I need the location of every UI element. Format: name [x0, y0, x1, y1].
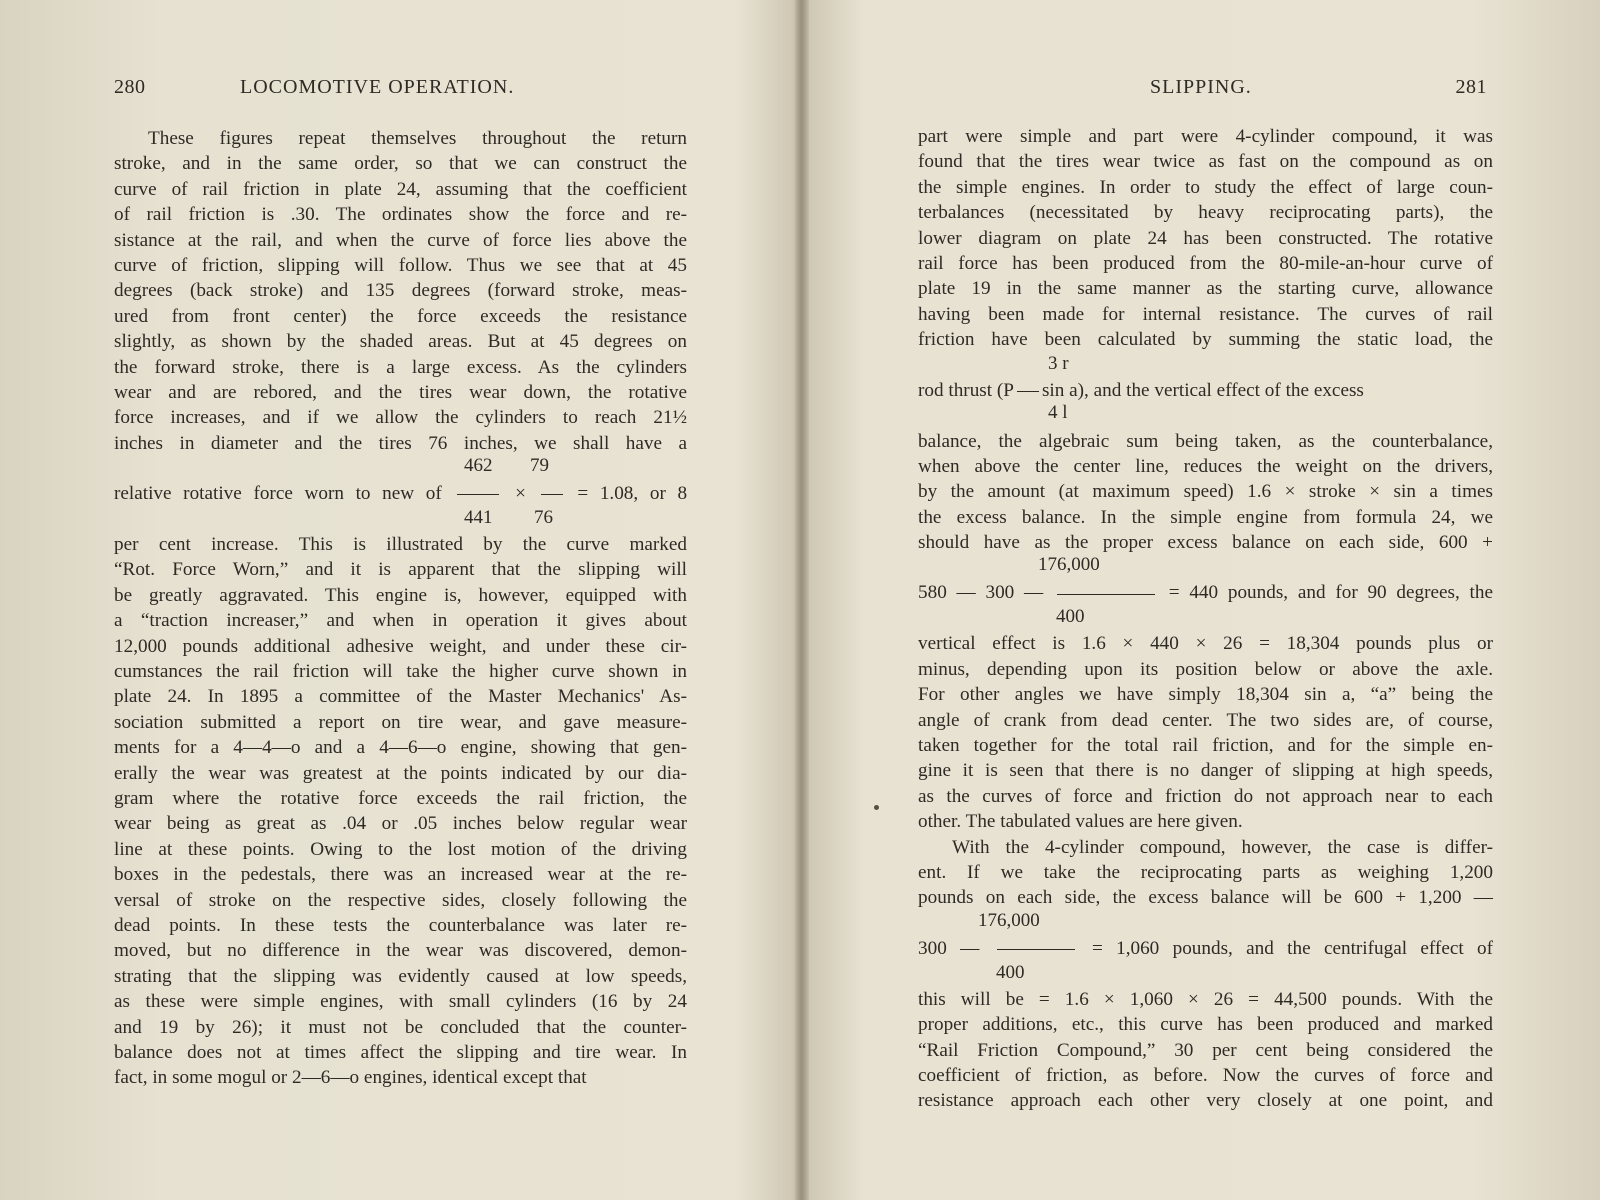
text-line: friction have been calculated by summing the static load, the: [918, 329, 1493, 351]
fraction-bar: [997, 949, 1075, 950]
text-line: sociation submitted a report on tire wear, and gave measure-: [114, 711, 687, 733]
paragraph-block: [114, 532, 687, 1091]
formula-compound-balance: [918, 911, 1493, 987]
formula-prefix: 300 —: [918, 937, 980, 959]
text-line: terbalances (necessitated by heavy reciprocating parts), the: [918, 202, 1493, 224]
text-line: should have as the proper excess balance on each side, 600 +: [918, 532, 1493, 554]
text-line: 12,000 pounds additional adhesive weight, and under these cir-: [114, 635, 687, 657]
times-sign: ×: [515, 483, 526, 505]
text-line: the excess balance. In the simple engine from formula 24, we: [918, 506, 1493, 528]
text-line: part were simple and part were 4-cylinder compound, it was: [918, 126, 1493, 147]
text-line: ent. If we take the reciprocating parts as weighing 1,200: [918, 861, 1493, 883]
text-line: cumstances the rail friction will take the higher curve shown in: [114, 661, 687, 683]
text-line: and 19 by 26); it must not be concluded that the counter-: [114, 1016, 687, 1038]
formula-denominator-b: 76: [534, 507, 553, 529]
fraction-bar: [541, 494, 563, 495]
text-line: of rail friction is .30. The ordinates show the force and re-: [114, 204, 687, 226]
text-line: be greatly aggravated. This engine is, however, equipped with: [114, 584, 687, 606]
formula-denominator: 400: [1056, 606, 1085, 628]
text-line: wear being as great as .04 or .05 inches below regular wear: [114, 813, 687, 835]
text-line: per cent increase. This is illustrated by the curve marked: [114, 534, 687, 556]
running-title: SLIPPING.: [1150, 76, 1252, 98]
equals-sign: =: [577, 483, 589, 505]
text-line: moved, but no difference in the wear was discovered, demon-: [114, 940, 687, 962]
formula-ratio: [114, 456, 687, 532]
text-line: minus, depending upon its position below or above the axle.: [918, 658, 1493, 680]
text-line: With the 4-cylinder compound, however, the case is differ-: [952, 836, 1493, 858]
text-line: ured from front center) the force exceeds the resistance: [114, 305, 687, 327]
text-line: the simple engines. In order to study the effect of large coun-: [918, 176, 1493, 198]
text-line: resistance approach each other very closely at one point, and: [918, 1090, 1493, 1112]
right-page: [918, 0, 1493, 1200]
paragraph-block: [918, 631, 1493, 834]
left-page: [114, 0, 687, 1200]
text-line: balance, the algebraic sum being taken, as the counterbalance,: [918, 430, 1493, 452]
text-line: having been made for internal resistance. The curves of rail: [918, 303, 1493, 325]
text-line: plate 19 in the same manner as the starting curve, allowance: [918, 278, 1493, 300]
text-line: other. The tabulated values are here given.: [918, 811, 1243, 833]
formula-numerator-a: 462: [464, 455, 493, 477]
paragraph-block: [918, 429, 1493, 556]
formula-prefix: relative rotative force worn to new of: [114, 483, 442, 505]
paragraph-block: [918, 835, 1493, 911]
paragraph-block: [918, 124, 1493, 353]
formula-row: [918, 936, 1493, 962]
text-line: balance does not at times affect the slipping and tire wear. In: [114, 1041, 687, 1063]
text-line: coefficient of friction, as before. Now the curves of force and: [918, 1064, 1493, 1086]
text-line: as these were simple engines, with small cylinders (16 by 24: [114, 991, 687, 1013]
text-line: as the curves of force and friction do not approach near to each: [918, 785, 1493, 807]
text-line: inches in diameter and the tires 76 inches, we shall have a: [114, 432, 687, 454]
text-line: stroke, and in the same order, so that we can construct the: [114, 153, 687, 175]
book-gutter: [795, 0, 809, 1200]
text-line: gine it is seen that there is no danger of slipping at high speeds,: [918, 760, 1493, 782]
text-line: slightly, as shown by the shaded areas. But at 45 degrees on: [114, 331, 687, 353]
text-line: These figures repeat themselves throughout the return: [148, 128, 687, 149]
text-line: erally the wear was greatest at the points indicated by our dia-: [114, 762, 687, 784]
right-page-body: [918, 124, 1493, 1114]
formula-bottom: 4 l: [1048, 401, 1068, 423]
fraction-bar: [1017, 391, 1039, 392]
text-line: lower diagram on plate 24 has been constructed. The rotative: [918, 227, 1493, 249]
formula-suffix: sin a), and the vertical effect of the excess: [1041, 379, 1364, 401]
formula-suffix: = 1,060 pounds, and the centrifugal effect of: [1091, 937, 1493, 959]
formula-row: [918, 378, 1493, 404]
left-page-header: [114, 76, 687, 106]
text-line: sistance at the rail, and when the curve of force lies above the: [114, 229, 687, 251]
text-line: angle of crank from dead center. The two sides are, of course,: [918, 709, 1493, 731]
formula-denominator: 400: [996, 961, 1025, 983]
text-line: dead points. In these tests the counterbalance was later re-: [114, 914, 687, 936]
left-page-body: [114, 126, 687, 1091]
text-line: proper additions, etc., this curve has been produced and marked: [918, 1014, 1493, 1036]
formula-suffix: = 440 pounds, and for 90 degrees, the: [1168, 582, 1494, 604]
formula-row: [114, 481, 687, 507]
text-line: “Rail Friction Compound,” 30 per cent being considered the: [918, 1039, 1493, 1061]
formula-row: [918, 580, 1493, 606]
text-line: this will be = 1.6 × 1,060 × 26 = 44,500 pounds. With the: [918, 988, 1493, 1010]
formula-top: 3 r: [1048, 352, 1069, 374]
text-line: strating that the slipping was evidently caused at low speeds,: [114, 965, 687, 987]
formula-excess-balance: [918, 555, 1493, 631]
text-line: degrees (back stroke) and 135 degrees (forward stroke, meas-: [114, 280, 687, 302]
right-page-header: [918, 76, 1493, 106]
formula-numerator: 176,000: [978, 909, 1040, 931]
text-line: boxes in the pedestals, there was an increased wear at the re-: [114, 864, 687, 886]
text-line: pounds on each side, the excess balance will be 600 + 1,200 —: [918, 887, 1493, 909]
text-line: the forward stroke, there is a large excess. As the cylinders: [114, 356, 687, 378]
formula-rod-thrust: [918, 353, 1493, 429]
text-line: gram where the rotative force exceeds the rail friction, the: [114, 787, 687, 809]
paragraph-block: [114, 126, 687, 456]
formula-numerator: 176,000: [1038, 554, 1100, 576]
formula-denominator-a: 441: [464, 507, 493, 529]
text-line: wear and are rebored, and the tires wear down, the rotative: [114, 381, 687, 403]
paragraph-block: [918, 987, 1493, 1114]
text-line: curve of friction, slipping will follow. Thus we see that at 45: [114, 254, 687, 276]
formula-numerator-b: 79: [530, 455, 549, 477]
page-number: 280: [114, 76, 146, 98]
text-line: For other angles we have simply 18,304 sin a, “a” being the: [918, 684, 1493, 706]
text-line: vertical effect is 1.6 × 440 × 26 = 18,304 pounds plus or: [918, 633, 1493, 655]
text-line: versal of stroke on the respective sides, closely following the: [114, 889, 687, 911]
running-title: LOCOMOTIVE OPERATION.: [240, 76, 515, 98]
page-speck: [874, 805, 879, 810]
text-line: force increases, and if we allow the cylinders to reach 21½: [114, 407, 687, 429]
text-line: a “traction increaser,” and when in operation it gives about: [114, 610, 687, 632]
text-line: when above the center line, reduces the weight on the drivers,: [918, 455, 1493, 477]
formula-result: 1.08, or 8: [599, 483, 688, 505]
page-number: 281: [1455, 76, 1487, 98]
text-line: curve of rail friction in plate 24, assuming that the coefficient: [114, 178, 687, 200]
text-line: plate 24. In 1895 a committee of the Master Mechanics' As-: [114, 686, 687, 708]
text-line: by the amount (at maximum speed) 1.6 × stroke × sin a times: [918, 481, 1493, 503]
formula-prefix: 580 — 300 —: [918, 582, 1044, 604]
text-line: fact, in some mogul or 2—6—o engines, identical except that: [114, 1067, 587, 1089]
text-line: line at these points. Owing to the lost motion of the driving: [114, 838, 687, 860]
text-line: rail force has been produced from the 80-mile-an-hour curve of: [918, 252, 1493, 274]
fraction-bar: [1057, 594, 1155, 595]
formula-prefix: rod thrust (P: [918, 379, 1014, 401]
fraction-bar: [457, 494, 499, 495]
text-line: taken together for the total rail friction, and for the simple en-: [918, 735, 1493, 757]
text-line: “Rot. Force Worn,” and it is apparent that the slipping will: [114, 559, 687, 581]
text-line: found that the tires wear twice as fast on the compound as on: [918, 151, 1493, 173]
text-line: ments for a 4—4—o and a 4—6—o engine, showing that gen-: [114, 737, 687, 759]
